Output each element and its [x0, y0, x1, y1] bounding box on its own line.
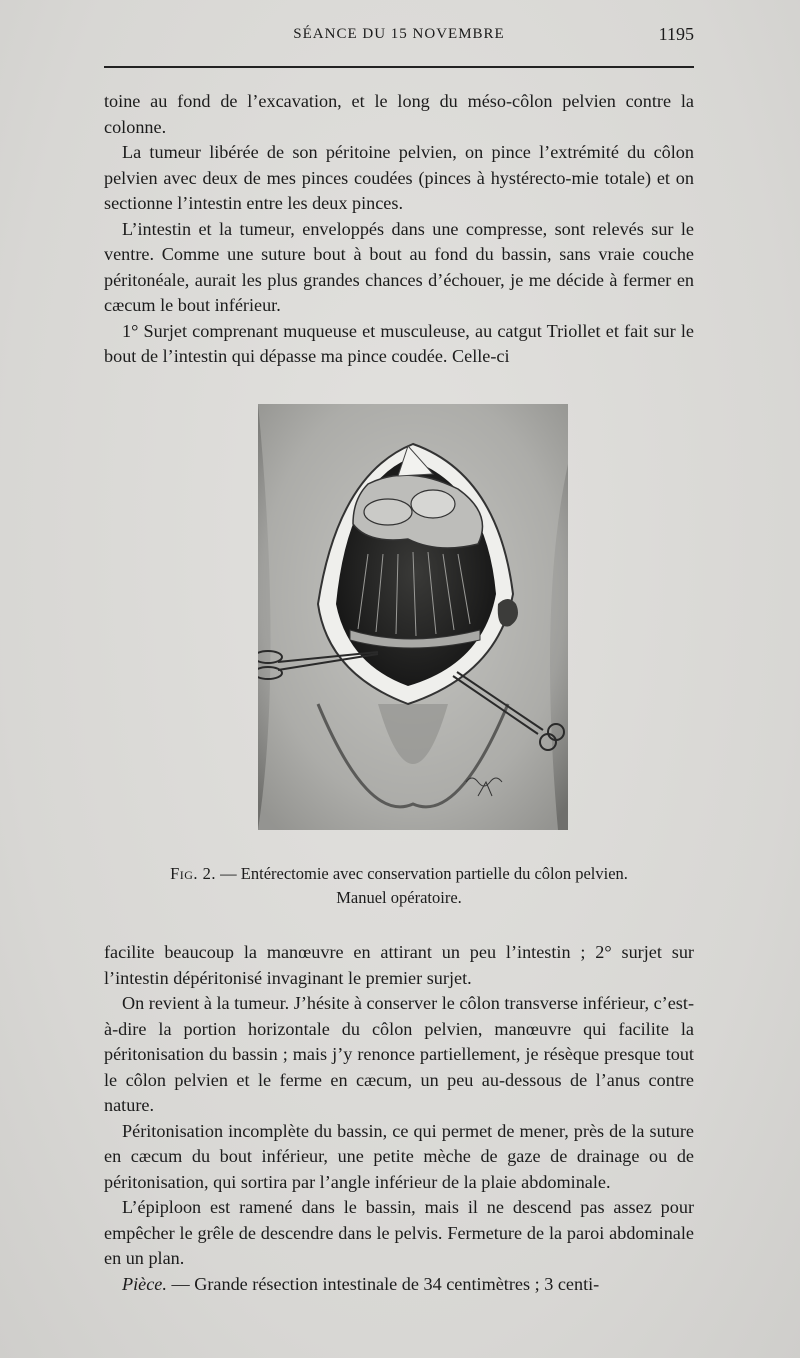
header-rule [104, 66, 694, 68]
page-number: 1195 [658, 24, 694, 44]
text-block-top [104, 89, 694, 370]
piece-text: — Grande résection intestinale de 34 centimètres ; 3 centi- [166, 1273, 600, 1294]
paragraph-7: Péritonisation incomplète du bassin, ce qui permet de mener, près de la suture en cæcum du bout inférieur, une petite mèche de gaze de drainage ou de péritonisation, qui sortira par l’angle inférieur de la plaie abdominale. [104, 1120, 694, 1192]
paragraph-1: toine au fond de l’excavation, et le long du méso-côlon pelvien contre la colonne. [104, 91, 694, 137]
caption-line-1 [104, 862, 694, 886]
caption-text-1: — Entérectomie avec conservation partielle du côlon pelvien. [216, 864, 628, 883]
figure-caption [104, 862, 694, 910]
running-title: SÉANCE DU 15 NOVEMBRE [293, 26, 505, 42]
piece-label: Pièce. [122, 1273, 167, 1294]
surgical-illustration [258, 404, 568, 830]
paragraph-5: facilite beaucoup la manœuvre en attirant un peu l’intestin ; 2° surjet sur l’intestin dépéritonisé invaginant le premier surjet. [104, 942, 694, 988]
paragraph-8: L’épiploon est ramené dans le bassin, mais il ne descend pas assez pour empêcher le grêle de descendre dans le pelvis. Fermeture de la paroi abdominale en un plan. [104, 1197, 694, 1268]
paragraph-9 [104, 1272, 694, 1298]
paragraph-2: La tumeur libérée de son péritoine pelvien, on pince l’extrémité du côlon pelvien avec deux de mes pinces coudées (pinces à hystérecto-mie totale) et on sectionne l’intestin entre les deux pinces. [104, 142, 694, 213]
text-block-bottom [104, 940, 694, 1297]
running-head [104, 24, 694, 54]
paragraph-3: L’intestin et la tumeur, enveloppés dans une compresse, sont relevés sur le ventre. Comme une suture bout à bout au fond du bassin, sans vraie couche péritonéale, aurait les plus grandes chances d’échouer, je me décide à fermer en cæcum le bout inférieur. [104, 218, 694, 315]
surgical-drawing-svg [258, 404, 568, 830]
caption-line-2: Manuel opératoire. [336, 888, 462, 907]
figure-label: Fig. 2. [170, 864, 217, 883]
paragraph-4: 1° Surjet comprenant muqueuse et musculeuse, au catgut Triollet et fait sur le bout de l’intestin qui dépasse ma pince coudée. Celle-ci [104, 320, 694, 366]
paragraph-6: On revient à la tumeur. J’hésite à conserver le côlon transverse inférieur, c’est-à-dire la portion horizontale du côlon pelvien, manœuvre qui facilite la péritonisation du bassin ; mais j’y renonce partiellement, je résèque presque tout le côlon pelvien et le ferme en cæcum, un peu au-dessous de l’anus contre nature. [104, 993, 694, 1115]
